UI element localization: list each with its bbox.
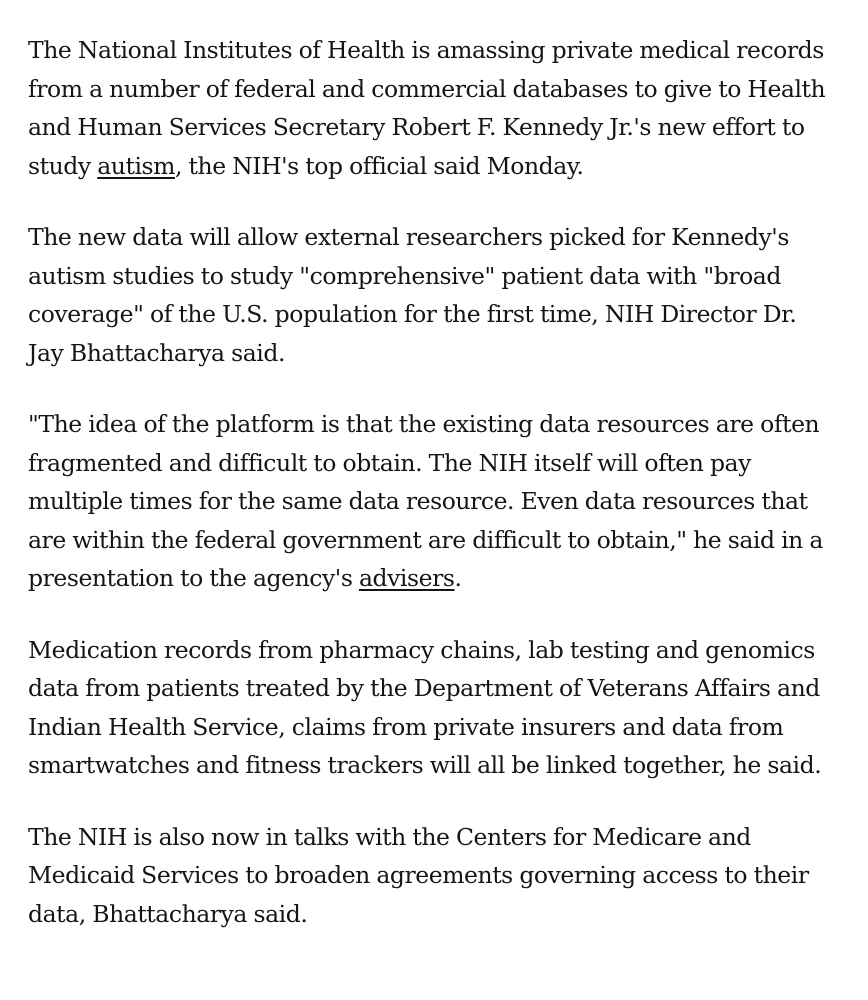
article-paragraph-4: Medication records from pharmacy chains, lab testing and genomics data from patients treated by the Department of Veterans Affairs and Indian Health Service, claims from private insurers and data from smartwatches and fitness trackers will all be linked together, he said. bbox=[28, 635, 822, 779]
advisers-link[interactable]: advisers bbox=[358, 564, 455, 592]
article-paragraph-3 bbox=[28, 405, 828, 598]
article-paragraph-2: The new data will allow external researchers picked for Kennedy's autism studies to study "comprehensive" patient data with "broad coverage" of the U.S. population for the first time, NIH Director Dr. Jay Bhattacharya said. bbox=[28, 223, 797, 367]
paragraph-3-text-end: . bbox=[454, 564, 462, 592]
article-paragraph-5: The NIH is also now in talks with the Centers for Medicare and Medicaid Services to broaden agreements governing access to their data, Bhattacharya said. bbox=[28, 822, 809, 928]
article-body bbox=[28, 31, 828, 966]
paragraph-3-text-start: "The idea of the platform is that the existing data resources are often fragmented and difficult to obtain. The NIH itself will often pay multiple times for the same data resource. Even data resources that are within the federal government are difficult to obtain," he said in a presentation to the agency's bbox=[28, 410, 823, 592]
paragraph-1-text-start: The National Institutes of Health is amassing private medical records from a number of federal and commercial databases to give to Health and Human Services Secretary Robert F. Kennedy Jr.'s new effort to study bbox=[28, 36, 826, 180]
paragraph-1-text-end: , the NIH's top official said Monday. bbox=[174, 151, 584, 180]
article-paragraph-1 bbox=[28, 31, 828, 185]
autism-link[interactable]: autism bbox=[97, 151, 175, 180]
